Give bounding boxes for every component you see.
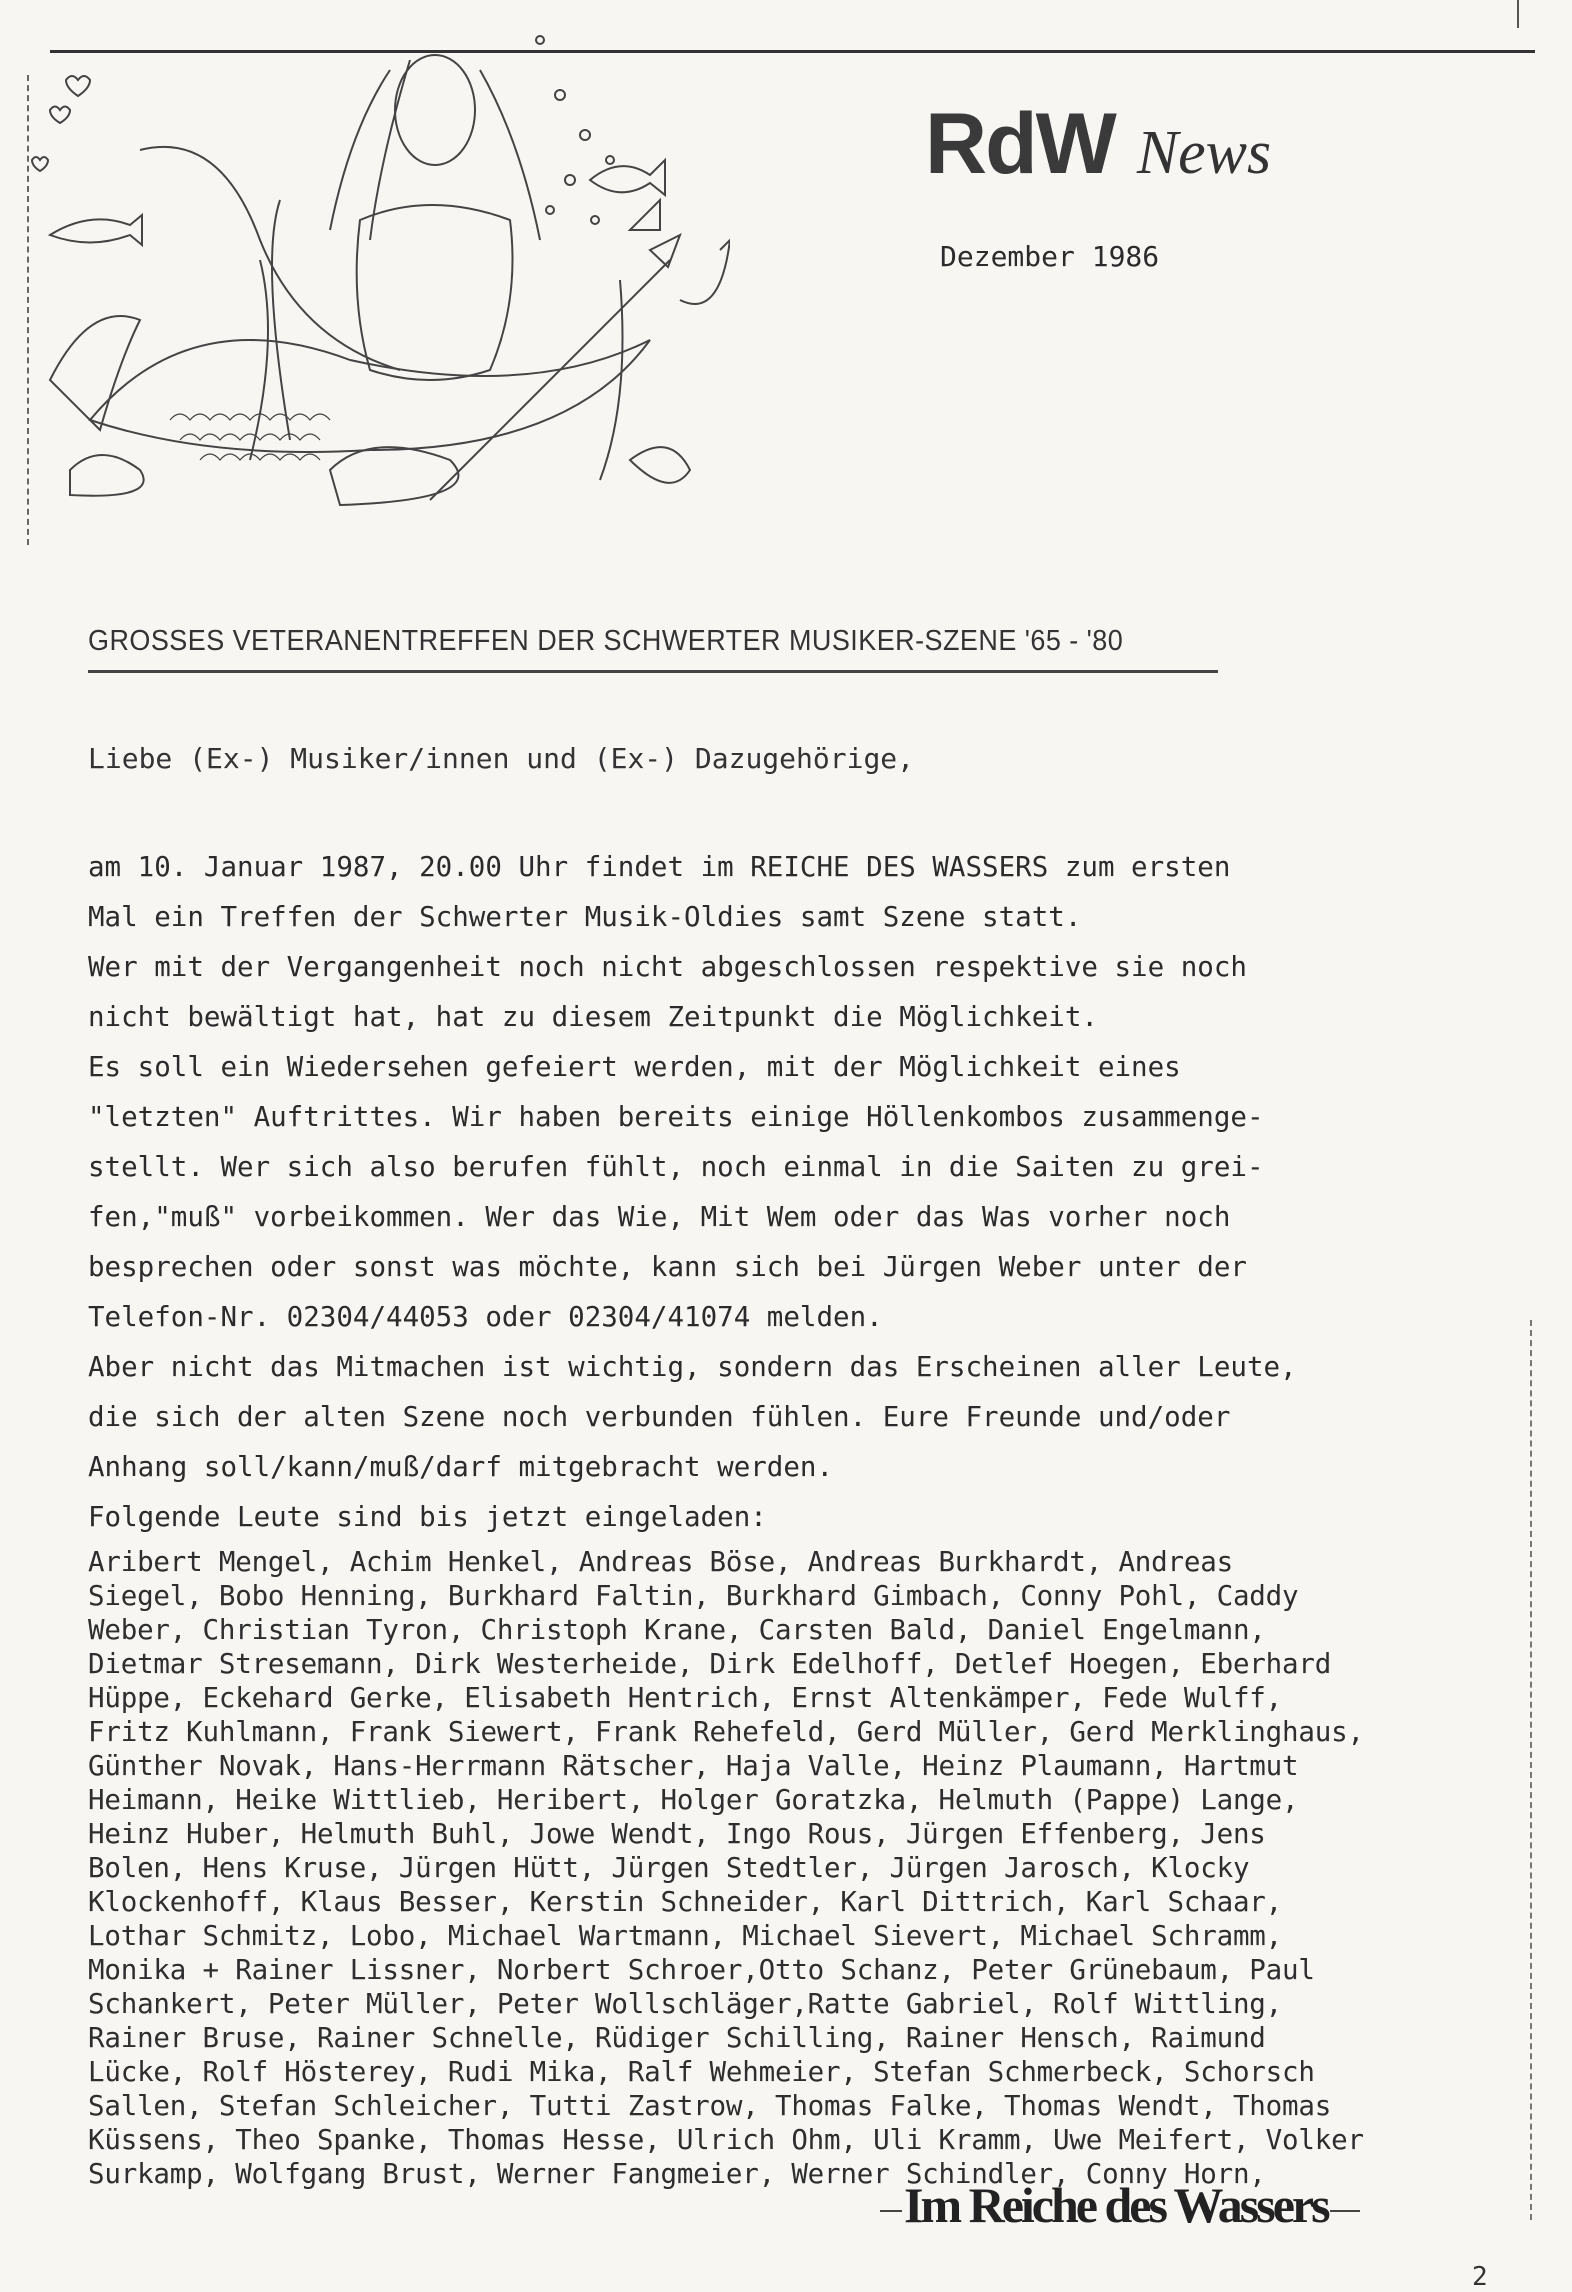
invitee-line: Weber, Christian Tyron, Christoph Krane, Carsten Bald, Daniel Engelmann, — [88, 1614, 1266, 1646]
body-line: Folgende Leute sind bis jetzt eingeladen: — [88, 1501, 767, 1533]
invitee-line: Schankert, Peter Müller, Peter Wollschläger,Ratte Gabriel, Rolf Wittling, — [88, 1988, 1283, 2020]
fish-icon — [50, 215, 142, 245]
masthead-brand: RdW — [925, 96, 1115, 192]
frame-left-rule — [27, 75, 29, 545]
body-line: Telefon-Nr. 02304/44053 oder 02304/41074 melden. — [88, 1301, 883, 1333]
masthead — [925, 95, 1271, 194]
heart-icon — [66, 76, 90, 96]
invitee-line: Dietmar Stresemann, Dirk Westerheide, Dirk Edelhoff, Detlef Hoegen, Eberhard — [88, 1648, 1332, 1680]
invitee-line: Sallen, Stefan Schleicher, Tutti Zastrow, Thomas Falke, Thomas Wendt, Thomas — [88, 2090, 1332, 2122]
invitee-list — [88, 1545, 1538, 2191]
invitee-line: Lothar Schmitz, Lobo, Michael Wartmann, Michael Sievert, Michael Schramm, — [88, 1920, 1283, 1952]
invitee-line: Heimann, Heike Wittlieb, Heribert, Holger Goratzka, Helmuth (Pappe) Lange, — [88, 1784, 1299, 1816]
invitee-line: Heinz Huber, Helmuth Buhl, Jowe Wendt, Ingo Rous, Jürgen Effenberg, Jens — [88, 1818, 1266, 1850]
body-line: Aber nicht das Mitmachen ist wichtig, sondern das Erscheinen aller Leute, — [88, 1351, 1297, 1383]
page-number: 2 — [1472, 2262, 1488, 2292]
body-line: Anhang soll/kann/muß/darf mitgebracht werden. — [88, 1451, 834, 1483]
mermaid-illustration — [30, 0, 730, 520]
frame-corner-mark — [1517, 0, 1519, 28]
body-line: Mal ein Treffen der Schwerter Musik-Oldies samt Szene statt. — [88, 901, 1082, 933]
invitee-line: Hüppe, Eckehard Gerke, Elisabeth Hentrich, Ernst Altenkämper, Fede Wulff, — [88, 1682, 1283, 1714]
body-line: Es soll ein Wiedersehen gefeiert werden, mit der Möglichkeit eines — [88, 1051, 1181, 1083]
body-line: stellt. Wer sich also berufen fühlt, noch einmal in die Saiten zu grei- — [88, 1151, 1264, 1183]
invitee-line: Aribert Mengel, Achim Henkel, Andreas Böse, Andreas Burkhardt, Andreas — [88, 1546, 1233, 1578]
heart-icon — [32, 157, 48, 171]
fish-icon — [590, 160, 665, 195]
invitee-line: Fritz Kuhlmann, Frank Siewert, Frank Rehefeld, Gerd Müller, Gerd Merklinghaus, — [88, 1716, 1364, 1748]
article-headline: GROSSES VETERANENTREFFEN DER SCHWERTER MUSIKER-SZENE '65 - '80 — [88, 625, 1124, 657]
footer-brand-logo: Im Reiche des Wassers — [880, 2176, 1360, 2234]
invitee-line: Surkamp, Wolfgang Brust, Werner Fangmeier, Werner Schindler, Conny Horn, — [88, 2158, 1266, 2190]
invitee-line: Klockenhoff, Klaus Besser, Kerstin Schneider, Karl Dittrich, Karl Schaar, — [88, 1886, 1283, 1918]
issue-date: Dezember 1986 — [940, 240, 1160, 273]
trident-icon — [430, 200, 730, 500]
masthead-brand-suffix: News — [1136, 119, 1272, 187]
invitee-line: Lücke, Rolf Hösterey, Rudi Mika, Ralf Wehmeier, Stefan Schmerbeck, Schorsch — [88, 2056, 1315, 2088]
invitee-line: Günther Novak, Hans-Herrmann Rätscher, Haja Valle, Heinz Plaumann, Hartmut — [88, 1750, 1299, 1782]
body-line: Wer mit der Vergangenheit noch nicht abgeschlossen respektive sie noch — [88, 951, 1247, 983]
body-line: fen,"muß" vorbeikommen. Wer das Wie, Mit Wem oder das Was vorher noch — [88, 1201, 1231, 1233]
heart-icon — [50, 107, 70, 124]
body-line: "letzten" Auftrittes. Wir haben bereits einige Höllenkombos zusammenge- — [88, 1101, 1264, 1133]
invitee-line: Siegel, Bobo Henning, Burkhard Faltin, Burkhard Gimbach, Conny Pohl, Caddy — [88, 1580, 1299, 1612]
body-line: am 10. Januar 1987, 20.00 Uhr findet im REICHE DES WASSERS zum ersten — [88, 851, 1231, 883]
headline-underline — [88, 670, 1218, 673]
article-body — [88, 842, 1508, 1542]
body-line: nicht bewältigt hat, hat zu diesem Zeitpunkt die Möglichkeit. — [88, 1001, 1098, 1033]
body-line: die sich der alten Szene noch verbunden fühlen. Eure Freunde und/oder — [88, 1401, 1231, 1433]
body-line: besprechen oder sonst was möchte, kann sich bei Jürgen Weber unter der — [88, 1251, 1247, 1283]
invitee-line: Bolen, Hens Kruse, Jürgen Hütt, Jürgen Stedtler, Jürgen Jarosch, Klocky — [88, 1852, 1250, 1884]
invitee-line: Monika + Rainer Lissner, Norbert Schroer,Otto Schanz, Peter Grünebaum, Paul — [88, 1954, 1315, 1986]
invitee-line: Küssens, Theo Spanke, Thomas Hesse, Ulrich Ohm, Uli Kramm, Uwe Meifert, Volker — [88, 2124, 1364, 2156]
invitee-line: Rainer Bruse, Rainer Schnelle, Rüdiger Schilling, Rainer Hensch, Raimund — [88, 2022, 1266, 2054]
greeting: Liebe (Ex-) Musiker/innen und (Ex-) Dazugehörige, — [88, 742, 915, 775]
